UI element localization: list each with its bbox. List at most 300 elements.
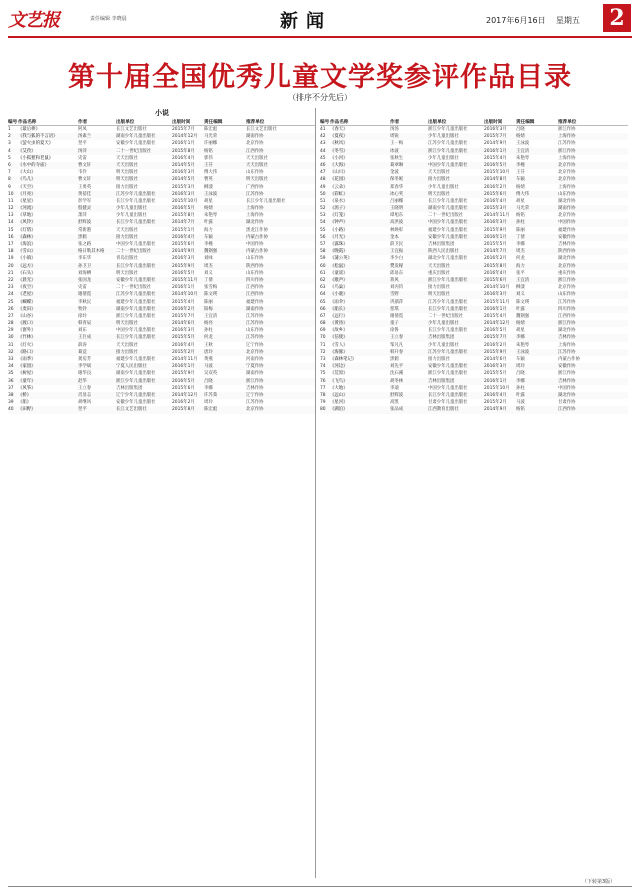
table-cell: 江苏作协	[246, 313, 264, 319]
table-cell: 江苏作协	[558, 349, 576, 355]
table-cell: 陈丽	[204, 299, 213, 305]
table-row	[320, 270, 628, 277]
table-cell: 2015年11月	[484, 299, 510, 305]
table-cell: 汤萍	[78, 148, 87, 154]
table-cell: 宁夏作协	[246, 364, 264, 370]
table-row	[320, 363, 628, 370]
table-cell: 45	[320, 155, 326, 161]
table-cell: 68	[320, 321, 326, 327]
table-cell: 长江少年儿童出版社	[428, 392, 468, 398]
header-cell: 出版时间	[172, 120, 191, 125]
table-cell: 朱艳琴	[516, 342, 530, 348]
table-row	[320, 126, 628, 133]
table-row	[8, 227, 316, 234]
table-cell: 23	[8, 285, 14, 291]
table-cell: 叶露	[516, 306, 525, 312]
table-cell: 史雷	[78, 155, 87, 161]
table-cell: 51	[320, 198, 326, 204]
table-cell: 郑春华	[390, 184, 404, 190]
table-cell: 32	[8, 349, 14, 355]
table-cell: 郭伟	[204, 155, 213, 161]
table-row	[8, 126, 316, 133]
table-row	[8, 392, 316, 399]
table-row	[320, 241, 628, 248]
table-cell: 79	[320, 400, 326, 406]
table-cell: 王泳波	[204, 191, 218, 197]
table-cell: 蒋风	[390, 277, 399, 283]
table-cell: 湖北作协	[558, 198, 576, 204]
table-cell: 2014年10月	[484, 285, 510, 291]
table-cell: 明天出版社	[116, 170, 138, 176]
table-cell: 肖显志	[78, 392, 92, 398]
table-row	[320, 227, 628, 234]
table-cell: 《钟声》	[330, 220, 348, 226]
table-cell: 宁夏人民出版社	[116, 364, 147, 370]
table-cell: 2016年3月	[484, 292, 507, 298]
table-cell: 19	[8, 256, 14, 262]
table-cell: 朱艳琴	[516, 155, 530, 161]
table-cell: 长江少年儿童出版社	[428, 328, 468, 334]
table-cell: 刘义	[516, 292, 525, 298]
table-cell: 王一梅	[390, 141, 404, 147]
table-cell: 29	[8, 328, 14, 334]
table-cell: 吉林出版集团	[116, 385, 143, 391]
table-cell: 20	[8, 263, 14, 269]
table-cell: 《松鼠》	[330, 263, 348, 269]
weekday-text: 星期五	[555, 16, 580, 25]
table-cell: 《森林》	[18, 234, 36, 240]
table-cell: 周玲	[204, 400, 213, 406]
newspaper-logo: 文艺报	[8, 10, 59, 31]
table-header-right	[320, 119, 628, 126]
table-cell: 2015年6月	[484, 191, 507, 197]
table-cell: 《雪山》	[18, 249, 36, 255]
table-cell: 21	[8, 270, 14, 276]
table-row	[8, 406, 316, 413]
table-cell: 吉林作协	[558, 242, 576, 247]
table-row	[320, 263, 628, 270]
table-cell: 江西作协	[246, 292, 264, 298]
table-cell: 傅大伟	[204, 170, 218, 176]
table-cell: 《老屋》	[18, 292, 36, 298]
table-cell: 明天出版社	[428, 292, 450, 298]
table-cell: 《小河》	[330, 155, 348, 161]
table-cell: 《大山》	[18, 170, 36, 176]
table-row	[320, 291, 628, 298]
table-cell: 《云朵》	[330, 184, 348, 190]
table-cell: 北京作协	[246, 141, 264, 147]
table-cell: 许苏葵	[204, 392, 218, 398]
table-cell: 49	[320, 184, 326, 190]
table-row	[320, 399, 628, 406]
table-cell: 彭学军	[78, 198, 92, 204]
table-cell: 2016年3月	[484, 220, 507, 226]
issue-date	[486, 15, 580, 26]
table-cell: 安徽作协	[558, 364, 576, 370]
table-cell: 李东华	[78, 256, 92, 262]
table-cell: 2016年5月	[484, 328, 507, 334]
table-cell: 50	[320, 191, 326, 197]
table-cell: 萧萍	[78, 213, 87, 219]
table-cell: 李学斌	[78, 364, 92, 370]
table-row	[8, 184, 316, 191]
table-cell: 吕丽娜	[390, 198, 404, 204]
table-cell: 李少白	[390, 256, 404, 262]
table-cell: 浙江作协	[558, 321, 576, 327]
table-cell: 2014年8月	[484, 177, 507, 183]
table-cell: 江苏作协	[246, 335, 264, 341]
table-row	[320, 313, 628, 320]
table-cell: 中国作协	[558, 220, 576, 226]
table-cell: 24	[8, 292, 14, 298]
table-cell: 2016年3月	[172, 191, 195, 197]
table-cell: 李娜	[516, 242, 525, 247]
table-cell: 2015年4月	[172, 299, 195, 305]
table-cell: 史雷	[78, 285, 87, 291]
table-cell: 湖南作协	[246, 134, 264, 140]
table-cell: 39	[8, 400, 14, 406]
table-cell: 安徽少年儿童出版社	[116, 400, 156, 406]
table-cell: 2014年5月	[172, 162, 195, 168]
table-cell: 重庆出版社	[428, 270, 450, 276]
table-cell: 上海作协	[558, 134, 576, 140]
table-cell: 辽宁作协	[246, 392, 264, 398]
table-cell: 吕晓	[204, 378, 213, 384]
table-cell: 上海作协	[246, 206, 264, 212]
table-cell: 江苏少年儿童出版社	[428, 141, 468, 147]
table-cell: 4	[8, 148, 11, 154]
table-cell: 谭旭东	[390, 213, 404, 219]
table-cell: 明天出版社	[116, 177, 138, 183]
table-cell: 《月光》	[330, 234, 348, 240]
table-cell: 天天出版社	[428, 263, 450, 269]
table-cell: 77	[320, 385, 326, 391]
table-cell: 丁倩	[516, 234, 525, 240]
table-cell: 甘肃少年儿童出版社	[428, 400, 468, 406]
table-row	[320, 162, 628, 169]
table-row	[320, 306, 628, 313]
table-row	[8, 155, 316, 162]
table-cell: 2016年1月	[172, 285, 195, 291]
table-row	[8, 284, 316, 291]
header-cell: 推荐单位	[558, 120, 577, 125]
table-cell: 《故乡》	[330, 328, 348, 334]
table-cell: 66	[320, 306, 326, 312]
table-cell: 43	[320, 141, 326, 147]
table-cell: 殷健灵	[78, 206, 92, 212]
category-heading-right	[320, 108, 628, 119]
table-cell: 56	[320, 234, 326, 240]
table-cell: 胡星	[516, 328, 525, 334]
table-cell: 陈宏彪	[204, 407, 218, 413]
table-cell: 吕晓	[516, 371, 525, 377]
table-cell: 江苏作协	[246, 191, 264, 197]
table-cell: 60	[320, 263, 326, 269]
table-cell: 吉林作协	[246, 385, 264, 391]
table-cell: 48	[320, 177, 326, 183]
table-cell: 35	[8, 371, 14, 377]
table-cell: 陕西人民出版社	[428, 249, 459, 255]
table-cell: 浙江少年儿童出版社	[116, 313, 156, 319]
table-row	[320, 234, 628, 241]
table-cell: 丁倩	[204, 277, 213, 283]
table-cell: 2015年5月	[172, 335, 195, 341]
table-cell: 《飞鸟》	[330, 378, 348, 384]
table-row	[8, 385, 316, 392]
header-cell: 作品名称	[330, 120, 349, 125]
table-cell: 71	[320, 342, 326, 348]
left-column	[8, 108, 316, 878]
table-cell: 27	[8, 313, 14, 319]
table-cell: 曹文轩	[78, 162, 92, 168]
table-cell: 杨铭	[516, 407, 525, 413]
article-headline: 第十届全国优秀儿童文学奖参评作品目录	[68, 62, 572, 93]
table-cell: 上海作协	[558, 184, 576, 190]
table-cell: 2016年3月	[172, 328, 195, 334]
table-cell: 中国少年儿童出版社	[428, 220, 468, 226]
table-cell: 北京作协	[558, 170, 576, 176]
table-cell: 38	[8, 392, 14, 398]
table-cell: 3	[8, 141, 11, 147]
table-cell: 53	[320, 213, 326, 219]
table-cell: 天天出版社	[116, 162, 138, 168]
table-cell: 少年儿童出版社	[428, 155, 459, 161]
table-cell: 天天出版社	[116, 342, 138, 348]
table-cell: 金本	[390, 234, 399, 240]
table-row	[8, 263, 316, 270]
table-cell: 2015年8月	[484, 263, 507, 269]
table-row	[8, 277, 316, 284]
table-cell: 《山川》	[330, 170, 348, 176]
table-row	[8, 349, 316, 356]
table-row	[320, 378, 628, 385]
table-cell: 2015年7月	[172, 127, 195, 132]
table-cell: 18	[8, 249, 14, 255]
table-cell: 杨亮	[204, 321, 213, 327]
table-cell: 李橦	[204, 242, 213, 247]
table-cell: 《鸟巢》	[330, 285, 348, 291]
table-cell: 《冬雪》	[330, 148, 348, 154]
table-cell: 2016年2月	[484, 342, 507, 348]
table-cell: 少年儿童出版社	[428, 184, 459, 190]
table-cell: 《风筝》	[18, 385, 36, 391]
table-row	[8, 162, 316, 169]
table-cell: 接力出版社	[116, 234, 138, 240]
table-cell: 《小镇》	[18, 256, 36, 262]
table-cell: 2016年2月	[172, 400, 195, 406]
table-cell: 翌平	[78, 141, 87, 147]
table-cell: 湖南少年儿童出版社	[116, 134, 156, 140]
header-cell: 出版单位	[428, 120, 447, 125]
table-row	[8, 140, 316, 147]
table-row	[8, 191, 316, 198]
table-row	[8, 133, 316, 140]
table-row	[8, 334, 316, 341]
table-cell: 江西作协	[558, 313, 576, 319]
article-subhead: （排序不分先后）	[288, 93, 352, 102]
table-cell: 陕西作协	[246, 263, 264, 269]
table-cell: 王泳波	[516, 349, 530, 355]
masthead	[0, 0, 640, 38]
table-cell: 阿凤	[78, 127, 87, 132]
table-cell: 内蒙古作协	[246, 234, 268, 240]
table-cell: 雪野	[390, 292, 399, 298]
table-cell: 马光荣	[516, 206, 530, 212]
table-row	[320, 133, 628, 140]
header-cell: 作者	[390, 120, 400, 125]
table-cell: 汤汤	[390, 127, 399, 132]
table-cell: 《艾孜》	[18, 148, 36, 154]
table-row	[320, 205, 628, 212]
header-rule	[8, 36, 632, 38]
table-cell: 46	[320, 162, 326, 168]
table-cell: 二十一世纪出版社	[116, 249, 152, 255]
table-cell: 11	[8, 198, 14, 204]
table-cell: 长江文艺出版社	[116, 127, 147, 132]
table-cell: 73	[320, 357, 326, 362]
table-cell: 2015年7月	[484, 134, 507, 140]
table-cell: 《小狐狸和老鼠》	[18, 155, 54, 161]
table-cell: 杨婧	[516, 184, 525, 190]
table-cell: 车颖	[516, 177, 525, 183]
table-row	[320, 212, 628, 219]
table-cell: 陈文瑛	[204, 292, 218, 298]
table-cell: 《小鹿》	[330, 292, 348, 298]
table-cell: 30	[8, 335, 14, 341]
table-cell: 浙江作协	[246, 378, 264, 384]
table-cell: 2015年7月	[484, 335, 507, 341]
table-cell: 王芬	[204, 162, 213, 168]
table-cell: 《灯火》	[18, 342, 36, 348]
table-cell: 《晨光》	[18, 277, 36, 283]
table-row	[8, 198, 316, 205]
table-cell: 2015年10月	[484, 385, 510, 391]
table-cell: 谢倩霓	[78, 292, 92, 298]
table-cell: 吉林出版集团	[428, 335, 455, 341]
table-cell: 接力出版社	[428, 177, 450, 183]
date-text: 2017年6月16日	[486, 16, 546, 25]
table-cell: 何龙	[204, 335, 213, 341]
table-cell: 76	[320, 378, 326, 384]
table-cell: 2015年7月	[172, 313, 195, 319]
table-cell: 刘东	[78, 328, 87, 334]
table-cell: 高洪波	[390, 220, 404, 226]
table-row	[8, 270, 316, 277]
table-row	[320, 356, 628, 363]
table-cell: 冰心奖	[390, 191, 404, 197]
table-cell: 谢华良	[78, 371, 92, 377]
table-cell: 湖北作协	[558, 328, 576, 334]
table-cell: 58	[320, 249, 326, 255]
table-cell: 内蒙古作协	[558, 357, 580, 362]
table-cell: 中国少年儿童出版社	[116, 242, 156, 247]
table-cell: 北京作协	[558, 177, 576, 183]
table-row	[320, 327, 628, 334]
table-cell: 张国龙	[78, 277, 92, 283]
table-cell: 李娜	[516, 378, 525, 384]
table-cell: 《蒲公英》	[330, 256, 352, 262]
table-cell: 马波	[204, 364, 213, 370]
table-cell: 内蒙古作协	[246, 249, 268, 255]
header-cell: 出版时间	[484, 120, 503, 125]
table-cell: 2016年4月	[484, 392, 507, 398]
table-cell: 上海作协	[558, 155, 576, 161]
table-row	[320, 248, 628, 255]
table-cell: 《彩虹》	[330, 191, 348, 197]
table-row	[8, 176, 316, 183]
table-cell: 12	[8, 206, 14, 212]
table-cell: 河南作协	[246, 357, 264, 362]
table-cell: 2016年3月	[172, 256, 195, 262]
table-cell: 《雨季》	[18, 357, 36, 362]
table-cell: 徐鲁	[390, 328, 399, 334]
table-cell: 黄蓓佳	[78, 191, 92, 197]
table-cell: 湖北少年儿童出版社	[428, 256, 468, 262]
table-cell: 牧铃	[78, 306, 87, 312]
table-cell: 阳梅	[204, 306, 213, 312]
table-cell: 《桥》	[18, 392, 32, 398]
table-cell: 31	[8, 342, 14, 348]
table-cell: 薛卫民	[390, 242, 404, 247]
table-cell: 接力出版社	[428, 285, 450, 291]
table-cell: 75	[320, 371, 326, 377]
table-row	[320, 169, 628, 176]
table-cell: 浙江作协	[558, 148, 576, 154]
table-cell: 54	[320, 220, 326, 226]
table-cell: 26	[8, 306, 14, 312]
table-cell: 《信使》	[330, 335, 348, 341]
table-cell: 江西作协	[246, 285, 264, 291]
table-cell: 14	[8, 220, 14, 226]
table-row	[8, 356, 316, 363]
table-cell: 刘义	[204, 270, 213, 276]
table-cell: 《童谣》	[330, 270, 348, 276]
table-cell: 6	[8, 162, 11, 168]
table-cell: 马光荣	[204, 134, 218, 140]
table-cell: 2014年9月	[484, 407, 507, 413]
table-cell: 北京作协	[558, 213, 576, 219]
table-cell: 2015年9月	[172, 263, 195, 269]
table-row	[320, 299, 628, 306]
table-row	[8, 248, 316, 255]
table-row	[320, 342, 628, 349]
table-cell: 江苏少年儿童出版社	[116, 292, 156, 298]
table-cell: 冰波	[390, 148, 399, 154]
table-cell: 1	[8, 127, 11, 132]
table-cell: 四川作协	[558, 306, 576, 312]
table-cell: 《山谷》	[18, 313, 36, 319]
table-cell: 《远山》	[330, 392, 348, 398]
table-cell: 2015年10月	[484, 170, 510, 176]
table-cell: 接力出版社	[428, 357, 450, 362]
table-cell: 江西作协	[246, 148, 264, 154]
table-cell: 《鸽子》	[330, 206, 348, 212]
table-cell: 2015年9月	[172, 371, 195, 377]
table-cell: 2016年1月	[484, 378, 507, 384]
table-cell: 《海浪》	[18, 242, 36, 247]
table-cell: 湖南作协	[246, 371, 264, 377]
table-cell: 杨铭	[516, 213, 525, 219]
table-cell: 《我与狐的不言语》	[18, 134, 58, 140]
table-cell: 二十一世纪出版社	[428, 213, 464, 219]
table-cell: 山东作协	[246, 328, 264, 334]
table-cell: 天天出版社	[116, 227, 138, 233]
table-row	[8, 148, 316, 155]
table-cell: 2015年8月	[172, 213, 195, 219]
table-row	[8, 327, 316, 334]
table-cell: 天天出版社	[246, 155, 268, 161]
table-cell: 《路口》	[18, 349, 36, 355]
